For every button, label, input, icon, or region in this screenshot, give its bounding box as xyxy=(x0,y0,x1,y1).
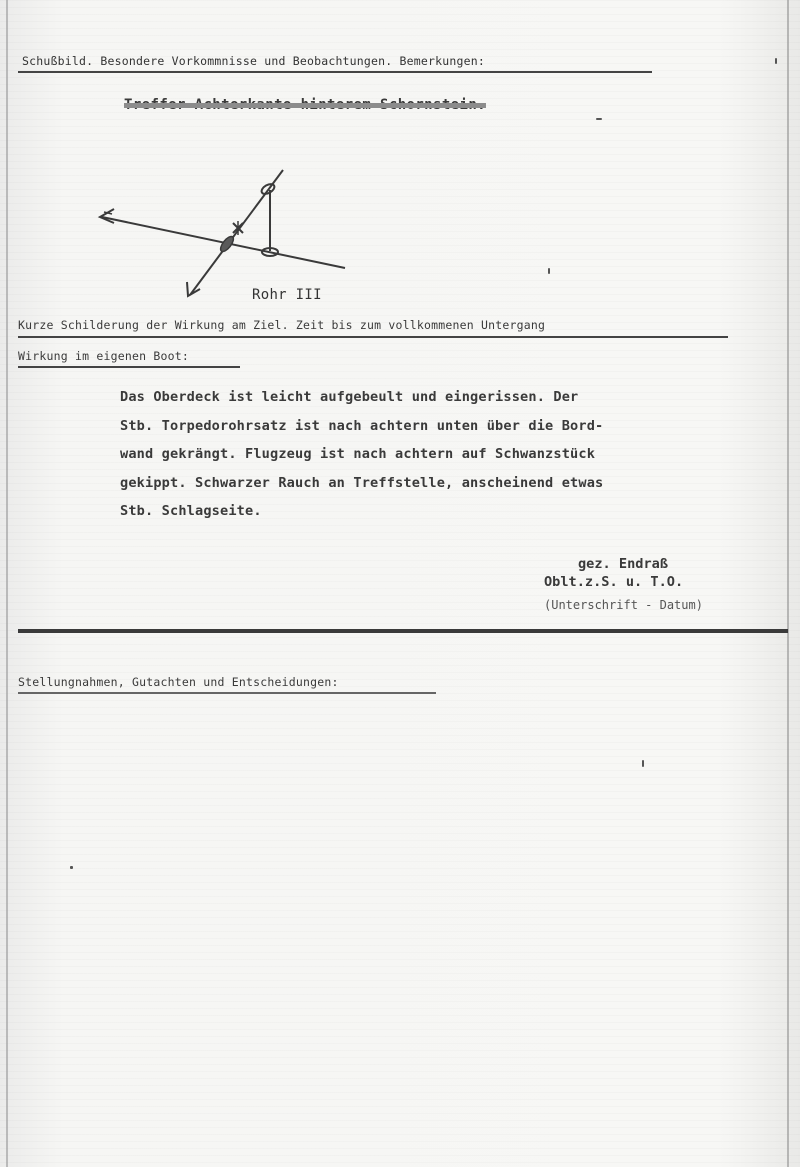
body-line: wand gekrängt. Flugzeug ist nach achtern auf Schwanzstück xyxy=(120,446,596,462)
ship-course-arrowhead xyxy=(100,209,114,223)
ink-speck xyxy=(642,760,644,767)
ink-speck xyxy=(596,118,602,120)
section-divider xyxy=(18,629,788,633)
struck-through-line: Treffer Achterkante hinterem Schornstein. xyxy=(124,97,486,113)
body-line: Das Oberdeck ist leicht aufgebeult und eingerissen. Der xyxy=(120,389,579,405)
left-page-edge xyxy=(6,0,8,1167)
ink-speck xyxy=(548,268,550,274)
body-line: Stb. Schlagseite. xyxy=(120,503,262,519)
hit-mark-icon xyxy=(233,221,243,235)
ink-speck xyxy=(70,866,73,869)
diagram-label: Rohr III xyxy=(252,287,322,303)
signature-caption: (Unterschrift - Datum) xyxy=(544,598,703,612)
body-line: gekippt. Schwarzer Rauch an Treffstelle, anscheinend etwas xyxy=(120,474,604,491)
body-line: Stb. Torpedorohrsatz ist nach achtern unten über die Bord- xyxy=(120,417,604,434)
effect-on-target-underline xyxy=(18,336,728,338)
effect-on-boat-underline xyxy=(18,366,240,368)
header-labels: Schußbild. Besondere Vorkommnisse und Beobachtungen. Bemerkungen: xyxy=(22,54,486,68)
signature-rank: Oblt.z.S. u. T.O. xyxy=(544,574,684,590)
ink-speck xyxy=(775,58,777,64)
torpedo-hit-diagram xyxy=(90,165,360,305)
right-page-edge xyxy=(787,0,789,1167)
section-statements: Stellungnahmen, Gutachten und Entscheidungen: xyxy=(18,675,339,689)
header-underline xyxy=(18,71,652,73)
statements-underline xyxy=(18,692,436,694)
section-effect-on-target: Kurze Schilderung der Wirkung am Ziel. Zeit bis zum vollkommenen Untergang xyxy=(18,318,546,332)
section-effect-on-boat: Wirkung im eigenen Boot: xyxy=(18,349,189,363)
effect-description xyxy=(120,383,760,526)
signature-name: gez. Endraß xyxy=(578,556,669,572)
